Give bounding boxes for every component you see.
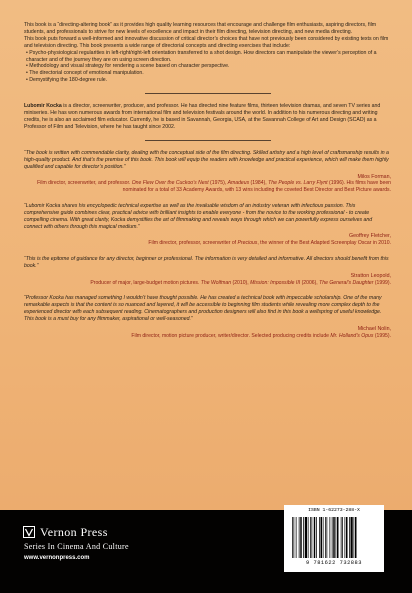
author-bio-text: is a director, screenwriter, producer, and professor. He has directed nine feature films, thirteen television dramas, and seven TV series and miniseries. He has won numerous awards from international film and television festivals around the world. In addition to his numerous directing and writing credits, he is also an acclaimed film educator. Currently, he is based in Savannah, Georgia, USA, at the Savannah College of Art and Design (SCAD) as a Professor of Film and Television, where he has taught since 2002. — [24, 103, 381, 130]
barcode-bar — [308, 517, 309, 558]
quote-credit: Film director, professor, screenwriter of Precious, the winner of the Best Adapted Screenplay Oscar in 2010. — [148, 240, 391, 247]
cover-text-area — [24, 22, 391, 340]
barcode-bar — [355, 517, 357, 558]
quote-text: “Lubomir Kocka shares his encyclopedic technical expertise as well as the invaluable wisdom of an industry veteran with infectious passion. This comprehensive guide combines clear, practical advice with brilliant insights to enable everyone - from the novice to the working professional - to create compelling cinema. With great clarity, Kocka demystifies the art of filmmaking and reveals ways through which we can powerfully express ourselves and connect with others through this magical medium.” — [24, 202, 373, 230]
series-name: Series In Cinema And Culture — [24, 542, 129, 551]
barcode-bar — [330, 517, 331, 558]
barcode-bar — [342, 517, 343, 558]
quote-author: Michael Nolin, — [357, 326, 391, 333]
barcode-bar — [296, 517, 297, 558]
barcode-bar — [333, 517, 335, 558]
barcode-bar — [300, 517, 302, 558]
barcode-bar — [351, 517, 353, 558]
quote-author: Milos Forman, — [357, 173, 391, 180]
quote-text: “Professor Kocka has managed something I wouldn’t have thought possible. He has created a technical book with impeccable scholarship. One of the many remarkable aspects is that the content is so nuanced and layered, it will be accessible to beginning film students while revealing more complex depth to the experienced director with each subsequent reading. Cinematographers and production designers will also find in this book a wellspring of useful knowledge. This book is a must buy for any filmmaker, aspirational or well-seasoned.” — [24, 295, 382, 323]
quote-author: Geoffrey Fletcher, — [348, 233, 391, 240]
barcode-bar — [345, 517, 346, 558]
quote-credit: Film director, screenwriter, and professor. One Flew Over the Cuckoo’s Nest (1975), Amadeus (1984), The People vs. Larry Flynt (1996). His films have been nominated for a total of 33 Academy Awards, with 13 wins including the coveted Best Director and Best Picture awards. — [37, 180, 391, 194]
barcode-bar — [314, 517, 316, 558]
intro-paragraph: This book is a “directing-altering book” as it provides high quality learning resources that encourage and challenge film enthusiasts, aspiring directors, film students, and professionals to strive for new levels of excellence and impact in their film directing, television directing, and new media directing. — [24, 22, 377, 35]
publisher-name: Vernon Press — [40, 525, 108, 539]
barcode-bar — [341, 517, 342, 558]
concept-list — [24, 50, 391, 85]
quote-text: “This is the epitome of guidance for any director, beginner or professional. The information is very detailed and informative. All directors should benefit from this book.” — [24, 256, 389, 269]
barcode-bar — [337, 517, 339, 558]
isbn-barcode — [284, 505, 384, 572]
author-bio — [24, 103, 391, 131]
barcode-bar — [316, 517, 317, 558]
barcode-bar — [325, 517, 326, 558]
concept-list-item: • The directorial concept of emotional manipulation. — [26, 70, 391, 77]
barcode-bar — [354, 517, 355, 558]
barcode-bar — [294, 517, 295, 558]
publisher-url: www.vernonpress.com — [24, 555, 90, 561]
endorsement-quote — [24, 150, 391, 194]
vernon-press-logo-icon — [23, 526, 35, 538]
barcode-bars — [292, 517, 380, 558]
quote-credit: Producer of major, large-budget motion pictures. The Wolfman (2010), Mission: Impossible III (2006), The General’s Daughter (1999). — [90, 279, 391, 286]
concept-list-item: • Psycho-physiological regularities in left-right/right-left orientation transferred to a shot design. How directors can manipulate the viewer’s perception of a character and of the journey they are on using screen direction. — [26, 50, 391, 64]
barcode-bar — [321, 517, 323, 558]
endorsement-quote — [24, 203, 391, 247]
barcode-bar — [346, 517, 348, 558]
quote-credit: Film director, motion picture producer, writer/director. Selected producing credits include Mr. Holland’s Opus (1995). — [131, 333, 391, 339]
barcode-bar — [312, 517, 313, 558]
endorsement-quote — [24, 256, 391, 286]
barcode-bar — [332, 517, 333, 558]
barcode-bar — [349, 517, 350, 558]
barcode-bar — [319, 517, 320, 558]
isbn-label: ISBN 1-62273-288-X — [308, 508, 360, 513]
barcode-bar — [310, 517, 311, 558]
barcode-bar — [299, 517, 300, 558]
endorsement-quote — [24, 295, 391, 339]
barcode-bar — [336, 517, 337, 558]
barcode-bar — [323, 517, 324, 558]
concept-list-item: • Methodology and visual strategy for rendering a scene based on character perspective. — [26, 63, 391, 70]
divider-rule — [145, 93, 271, 94]
author-name: Lubomir Kocka — [24, 103, 62, 110]
quote-author: Stratton Leopold, — [350, 272, 391, 279]
barcode-bar — [292, 517, 293, 558]
barcode-bar — [305, 517, 307, 558]
barcode-digits: 9 781622 732883 — [305, 560, 363, 566]
barcode-bar — [303, 517, 304, 558]
barcode-bar — [327, 517, 328, 558]
quote-text: “The book is written with commendable clarity, dealing with the conceptual side of the film directing. Skilled artistry and a high level of craftsmanship results in a high-quality product. And that’s the premise of this book. This book will equip the readers with knowledge and practical experience, which will make them highly qualified and capable for director’s position.” — [24, 149, 389, 170]
divider-rule — [145, 140, 271, 141]
intro-paragraph-2: This book puts forward a well-informed and innovative discussion of critical director’s choices that have not previously been considered by existing texts on film and television directing. This book presents a wide range of directorial concepts and directing exercises that include: — [24, 35, 389, 49]
concept-list-item: • Demystifying the 180-degree rule. — [26, 77, 391, 84]
